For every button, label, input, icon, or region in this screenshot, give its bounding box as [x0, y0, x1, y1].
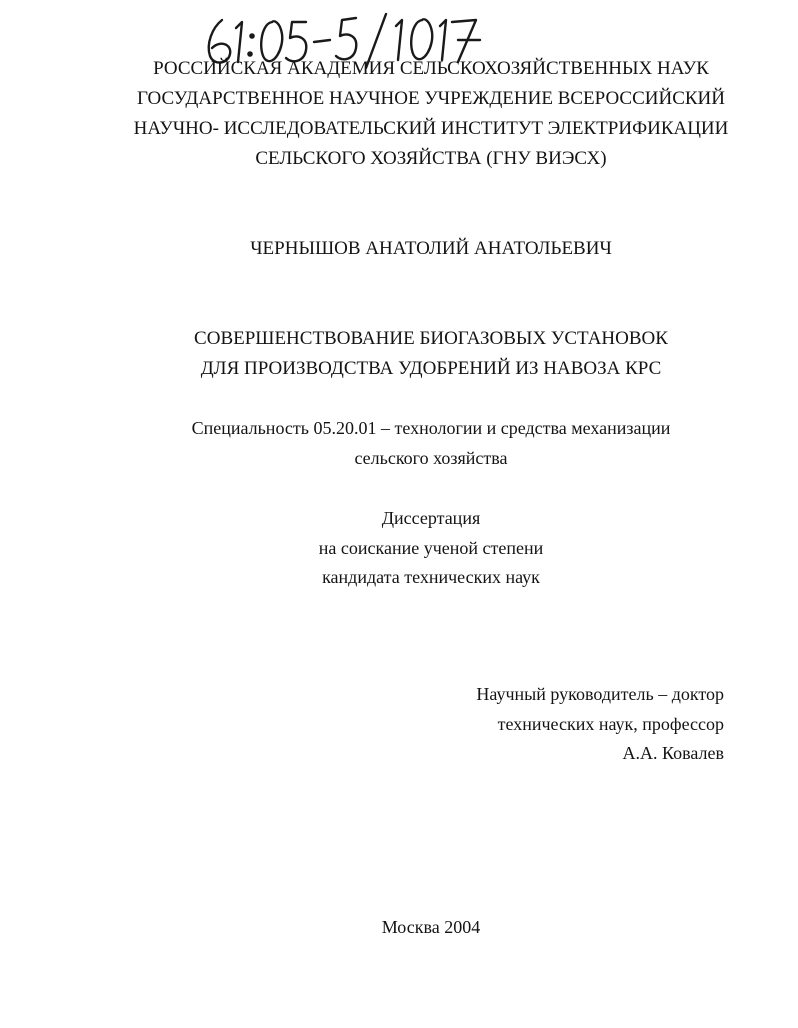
dissertation-label: Диссертация [381, 508, 481, 528]
supervisor-line-1: Научный руководитель – доктор [476, 684, 724, 704]
header-line-institution: ГОСУДАРСТВЕННОЕ НАУЧНОЕ УЧРЕЖДЕНИЕ ВСЕРОССИЙСКИЙ [137, 88, 725, 109]
place-and-year: Москва 2004 [381, 917, 481, 937]
header-line-institute: НАУЧНО- ИССЛЕДОВАТЕЛЬСКИЙ ИНСТИТУТ ЭЛЕКТРИФИКАЦИИ [133, 118, 729, 139]
specialty-line-2: сельского хозяйства [354, 448, 508, 468]
degree-line-2: кандидата технических наук [322, 567, 540, 587]
thesis-title-line-2: ДЛЯ ПРОИЗВОДСТВА УДОБРЕНИЙ ИЗ НАВОЗА КРС [200, 358, 662, 379]
author-name: ЧЕРНЫШОВ АНАТОЛИЙ АНАТОЛЬЕВИЧ [250, 238, 612, 259]
degree-line-1: на соискание ученой степени [318, 538, 544, 558]
supervisor-line-2: технических наук, профессор [497, 714, 724, 734]
thesis-title-line-1: СОВЕРШЕНСТВОВАНИЕ БИОГАЗОВЫХ УСТАНОВОК [194, 328, 668, 349]
header-line-abbreviation: СЕЛЬСКОГО ХОЗЯЙСТВА (ГНУ ВИЭСХ) [255, 148, 607, 169]
supervisor-name: А.А. Ковалев [622, 743, 724, 763]
header-line-academy: РОССИЙСКАЯ АКАДЕМИЯ СЕЛЬСКОХОЗЯЙСТВЕННЫХ НАУК [153, 58, 709, 79]
specialty-line-1: Специальность 05.20.01 – технологии и средства механизации [191, 418, 671, 438]
